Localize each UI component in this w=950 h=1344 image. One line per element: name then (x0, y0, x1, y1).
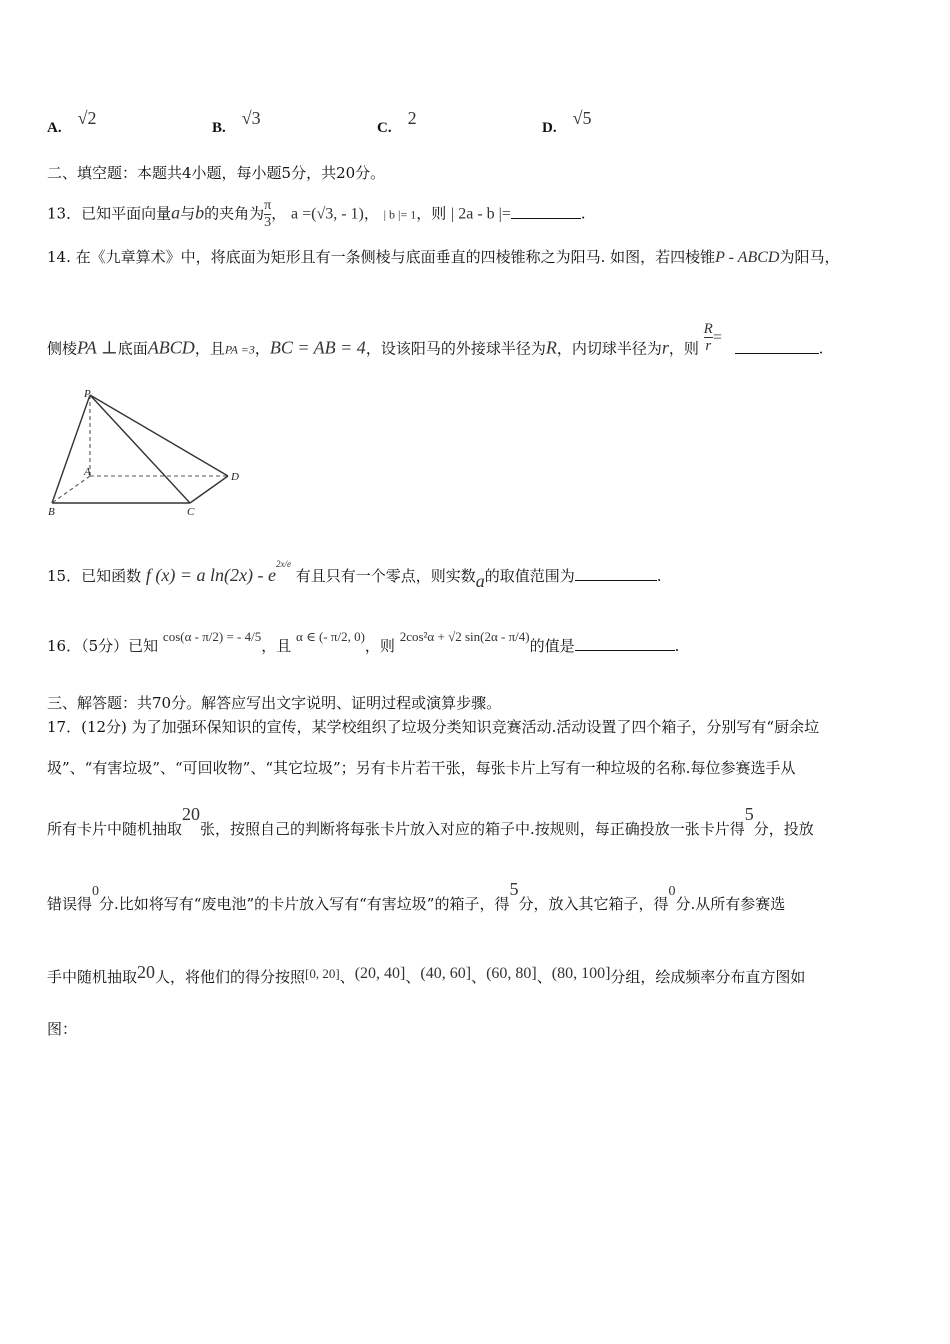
choice-a-letter: A. (47, 120, 62, 136)
q14-ratio-fraction (704, 321, 713, 354)
q15-exponent: 2x/e (275, 559, 291, 569)
q13-prefix: 13．已知平面向量 (47, 204, 172, 223)
q17-line2: 圾”、“有害垃圾”、“可回收物”、“其它垃圾”；另有卡片若干张，每张卡片上写有一种垃圾的名称.每位参赛选手从 (47, 759, 796, 777)
q16-answer-blank (575, 650, 675, 651)
q16-suffix: 的值是 (529, 637, 575, 655)
q17-l4-a: 错误得 (47, 895, 93, 913)
q16-expression: 2cos²α + √2 sin(2α - π/4) (399, 629, 530, 644)
q15-mid: 有且只有一个零点，则实数 (295, 567, 476, 585)
choice-c-letter: C. (377, 120, 392, 136)
choice-b-letter: B. (212, 120, 226, 136)
q17-l3-b: 张，按照自己的判断将每张卡片放入对应的箱子中.按规则，每正确投放一张卡片得 (200, 820, 745, 838)
question-14-line2: 侧棱PA ⊥底面ABCD，且PA =3，BC = AB = 4，设该阳马的外接球半径为R，内切球半径为r，则 $\frac{R}{r}$ = . (47, 321, 824, 358)
q17-l4-c: 分，放入其它箱子，得 (518, 895, 669, 913)
q14-l2-d: ，设该阳马的外接球半径为 (365, 339, 546, 358)
edge-pd (90, 395, 228, 476)
q17-l5-a: 手中随机抽取 (47, 968, 138, 986)
choice-c (377, 108, 417, 137)
q14-l2-b: 底面 (117, 339, 148, 358)
q17-sep4: 、 (536, 968, 552, 986)
q17-sep3: 、 (471, 968, 487, 986)
q14-line1-text: 14. 在《九章算术》中，将底面为矩形且有一条侧棱与底面垂直的四棱锥称之为阳马. 如图，若四棱锥 (47, 248, 716, 266)
q14-eq: = (712, 328, 722, 346)
q17-l5-b: 人，将他们的得分按照 (155, 968, 306, 986)
q14-l2-f: ，则 (668, 339, 699, 358)
question-13: 13．已知平面向量a与b的夹角为 $\frac{\pi}{3}$ ， a =(√3, - 1)， | b |= 1，则 | 2a - b |= . (47, 198, 586, 230)
q17-l4-b: 分.比如将写有“废电池”的卡片放入写有“有害垃圾”的箱子，得 (99, 895, 510, 913)
q13-angle-den: 3 (264, 215, 272, 230)
q17-l5-c: 分组，绘成频率分布直方图如 (610, 968, 806, 986)
q13-answer-blank (511, 218, 581, 219)
q15-answer-blank (575, 580, 657, 581)
q17-sep2: 、 (405, 968, 421, 986)
q17-n20-second: 20 (137, 962, 156, 982)
q13-vector-a: a (171, 202, 181, 223)
q16-prefix: 16．（5分）已知 (47, 637, 159, 655)
label-d: D (231, 471, 239, 483)
q17-interval4: (60, 80] (486, 965, 537, 982)
q15-a: a (475, 571, 485, 591)
q13-angle-num: π (264, 198, 272, 213)
choice-d-value: √5 (572, 108, 592, 128)
label-p: P (84, 388, 91, 400)
q16-and: ，且 (261, 637, 292, 655)
q14-end: . (818, 339, 824, 358)
q17-line4 (47, 879, 786, 914)
section2-title: 二、填空题：本题共4小题，每小题5分，共20分。 (47, 164, 386, 182)
q17-n0-first: 0 (92, 884, 100, 899)
edge-ab (52, 476, 90, 503)
q14-pa3: PA =3 (224, 342, 255, 357)
q15-function: f (x) = a ln(2x) - e (145, 565, 276, 585)
q17-l3-a: 所有卡片中随机抽取 (47, 820, 183, 838)
q17-n0-second: 0 (668, 884, 676, 899)
edge-cd (190, 476, 228, 503)
q13-angle-fraction (264, 198, 271, 231)
q14-l2-e: ，内切球半径为 (556, 339, 662, 358)
label-c: C (187, 506, 195, 518)
q15-end: . (656, 567, 662, 585)
choice-a-value: √2 (77, 108, 97, 128)
q16-end: . (674, 637, 680, 655)
question-16 (47, 629, 680, 656)
q17-interval3: (40, 60] (420, 965, 472, 982)
q13-expression: | 2a - b |= (451, 205, 511, 223)
q16-condition1: cos(α - π/2) = - 4/5 (162, 629, 262, 644)
choice-d (542, 108, 592, 137)
q17-line1: 17．(12分) 为了加强环保知识的宣传，某学校组织了垃圾分类知识竞赛活动.活动设置了四个箱子，分别写有“厨余垃 (47, 718, 820, 736)
q13-angle-text: 的夹角为 (204, 204, 265, 223)
q17-n5: 5 (744, 804, 754, 824)
label-a: A (84, 466, 91, 478)
q14-l2-a: 侧棱 (47, 339, 78, 358)
q17-l4-d: 分.从所有参赛选 (675, 895, 786, 913)
q14-pyramid: P - ABCD (715, 249, 780, 266)
q15-suffix: 的取值范围为 (484, 567, 575, 585)
q14-l2-c: ，且 (194, 339, 225, 358)
edge-pc (90, 395, 190, 503)
choice-b (212, 108, 261, 137)
q13-then: ，则 (416, 204, 447, 223)
choice-d-letter: D. (542, 120, 557, 136)
q14-R: R (545, 337, 557, 358)
q13-end: . (580, 204, 586, 223)
pyramid-figure (44, 385, 249, 520)
choice-a (47, 108, 97, 137)
q15-prefix: 15．已知函数 (47, 567, 142, 585)
question-14-line1 (47, 246, 839, 267)
q13-norm-b: | b |= 1 (383, 207, 417, 222)
choice-c-value: 2 (407, 108, 417, 128)
q17-interval1: [0, 20] (305, 966, 340, 981)
q17-n20: 20 (182, 804, 201, 824)
q17-sep1: 、 (339, 968, 355, 986)
q17-interval5: (80, 100] (551, 965, 611, 982)
edge-pb (52, 395, 90, 503)
q17-n5-second: 5 (509, 879, 519, 899)
q17-line6: 图： (47, 1020, 78, 1038)
q17-l3-c: 分，投放 (753, 820, 814, 838)
q17-interval2: (20, 40] (354, 965, 406, 982)
q14-r: r (661, 337, 669, 358)
q14-answer-blank (735, 353, 819, 354)
q14-ratio-num: R (703, 321, 713, 337)
q14-bc-ab: BC = AB = 4 (269, 337, 366, 358)
q16-then: ，则 (364, 637, 395, 655)
choice-b-value: √3 (241, 108, 261, 128)
label-b: B (48, 506, 55, 518)
q14-pa-perp: PA ⊥ (77, 337, 118, 358)
q13-and: 与 (180, 204, 196, 223)
q17-line5 (47, 962, 806, 987)
q16-condition2: α ∈ (- π/2, 0) (296, 629, 365, 644)
q14-ratio-den: r (705, 338, 712, 354)
section3-title: 三、解答题：共70分。解答应写出文字说明、证明过程或演算步骤。 (47, 694, 502, 712)
q13-vector-a-value: a =(√3, - 1) (290, 205, 364, 223)
question-15 (47, 559, 662, 591)
q14-abcd: ABCD (147, 337, 195, 358)
q13-vector-b: b (195, 202, 205, 223)
q14-line1-end: 为阳马， (779, 248, 840, 266)
q17-line3 (47, 804, 814, 839)
